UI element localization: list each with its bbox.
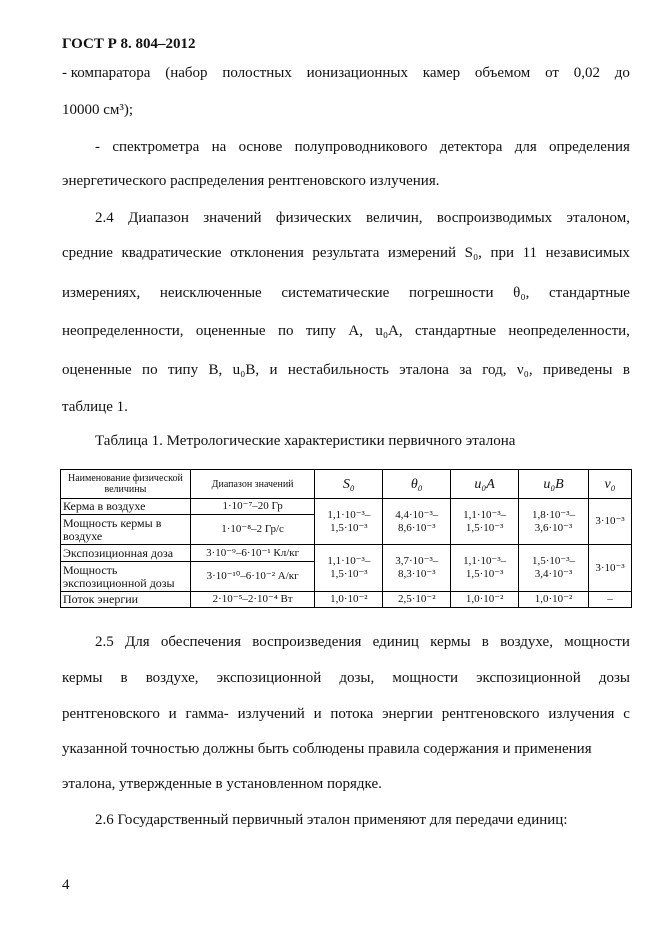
word: 2.4 — [95, 210, 114, 226]
word: спектрометра — [112, 139, 200, 155]
word: физических — [275, 210, 352, 226]
row-range: 2·10⁻⁵–2·10⁻⁴ Вт — [190, 592, 315, 608]
word: рентгеновского — [441, 706, 540, 722]
word: на — [211, 139, 227, 155]
word: от — [545, 65, 559, 81]
word: воздухе, — [500, 634, 553, 650]
cell-u0b: 1,0·10⁻² — [519, 592, 589, 608]
word: воздухе, — [145, 670, 199, 686]
text-line — [62, 324, 630, 339]
text-line — [95, 211, 630, 226]
text-line — [95, 140, 630, 155]
word: мощности — [392, 670, 459, 686]
word: гамма- — [185, 706, 229, 722]
word: величин, — [366, 210, 423, 226]
word: кермы — [62, 670, 103, 686]
word: в — [120, 670, 128, 686]
word: неопределенности, — [508, 323, 630, 339]
header-u0b: u₀B — [519, 470, 589, 499]
word: воспроизводимых — [436, 210, 553, 226]
word: по — [277, 323, 294, 339]
text-line — [95, 635, 630, 650]
word: в — [481, 634, 489, 650]
word: основе — [238, 139, 283, 155]
word: потока — [330, 706, 374, 722]
text-line — [62, 671, 630, 686]
header-range: Диапазон значений — [190, 470, 315, 499]
word: - компаратора — [62, 65, 151, 81]
header-nu0: ν₀ — [588, 470, 631, 499]
word: до — [614, 65, 630, 81]
cell-theta0: 2,5·10⁻² — [383, 592, 451, 608]
word: мощности — [564, 634, 630, 650]
word: дозы, — [339, 670, 375, 686]
word: экспозиционной — [476, 670, 581, 686]
header-s0: S₀ — [315, 470, 383, 499]
text-line — [62, 363, 630, 378]
cell-u0a: 1,0·10⁻² — [451, 592, 519, 608]
cell-u0b: 1,8·10⁻³– 3,6·10⁻³ — [519, 499, 589, 545]
word: и — [269, 362, 278, 378]
row-name: Мощность кермы в воздухе — [61, 515, 191, 545]
row-name: Мощность экспозиционной дозы — [61, 562, 191, 592]
word: - — [95, 139, 100, 155]
header-name: Наименование физической величины — [61, 470, 191, 499]
word: детектора — [439, 139, 503, 155]
word: u₀B, — [232, 362, 260, 378]
text-line: 2.6 Государственный первичный эталон применяют для передачи единиц: — [95, 812, 568, 828]
word: и — [168, 706, 177, 722]
header-theta0: θ₀ — [383, 470, 451, 499]
cell-nu0: 3·10⁻³ — [588, 545, 631, 592]
word: А, — [348, 323, 363, 339]
word: обеспечения — [160, 634, 241, 650]
word: и — [313, 706, 322, 722]
cell-u0a: 1,1·10⁻³– 1,5·10⁻³ — [451, 499, 519, 545]
word: полупроводникового — [294, 139, 428, 155]
word: приведены — [543, 362, 613, 378]
word: кермы — [430, 634, 471, 650]
word: камер — [422, 65, 461, 81]
word: единиц — [372, 634, 419, 650]
cell-s0: 1,1·10⁻³– 1,5·10⁻³ — [315, 499, 383, 545]
cell-theta0: 3,7·10⁻³– 8,3·10⁻³ — [383, 545, 451, 592]
word: 2.5 — [95, 634, 114, 650]
word: 11 — [522, 245, 538, 261]
word: типу — [305, 323, 336, 339]
word: год, — [482, 362, 507, 378]
word: квадратические — [121, 245, 222, 261]
word: ν₀, — [516, 362, 533, 378]
text-line — [62, 707, 630, 722]
word: оцененные — [62, 362, 132, 378]
word: нестабильность — [287, 362, 389, 378]
row-name: Керма в воздухе — [61, 499, 191, 515]
table-caption: Таблица 1. Метрологические характеристики первичного эталона — [95, 433, 516, 449]
text-line: указанной точностью должны быть соблюдены правила содержания и применения — [62, 741, 592, 757]
word: (набор — [165, 65, 208, 81]
word: ионизационных — [306, 65, 408, 81]
word: дозы — [598, 670, 630, 686]
word: S₀, — [464, 245, 482, 261]
cell-s0: 1,1·10⁻³– 1,5·10⁻³ — [315, 545, 383, 592]
row-name: Экспозиционная доза — [61, 545, 191, 562]
word: излучений — [237, 706, 305, 722]
metrology-table — [60, 469, 632, 608]
word: систематические — [281, 285, 390, 301]
word: для — [514, 139, 537, 155]
word: стандартные — [415, 323, 497, 339]
word: рентгеновского — [62, 706, 160, 722]
word: оцененные — [195, 323, 266, 339]
word: независимых — [545, 245, 630, 261]
text-line — [62, 66, 630, 81]
word: с — [623, 706, 630, 722]
text-line: эталона, утвержденные в установленном порядке. — [62, 776, 382, 792]
word: средние — [62, 245, 113, 261]
word: В, — [208, 362, 223, 378]
word: излучения — [548, 706, 615, 722]
row-range: 3·10⁻⁹–6·10⁻¹ Кл/кг — [190, 545, 315, 562]
word: энергии — [382, 706, 433, 722]
word: θ₀, — [513, 285, 530, 301]
header-u0a: u₀A — [451, 470, 519, 499]
word: неисключенные — [159, 285, 262, 301]
text-line — [62, 246, 630, 261]
word: Для — [125, 634, 150, 650]
word: измерениях, — [62, 285, 141, 301]
row-range: 1·10⁻⁷–20 Гр — [190, 499, 315, 515]
word: неопределенности, — [62, 323, 184, 339]
text-line: энергетического распределения рентгеновского излучения. — [62, 173, 440, 189]
word: значений — [203, 210, 262, 226]
word: погрешности — [408, 285, 494, 301]
cell-u0b: 1,5·10⁻³– 3,4·10⁻³ — [519, 545, 589, 592]
cell-nu0: – — [588, 592, 631, 608]
word: по — [142, 362, 158, 378]
word: за — [459, 362, 472, 378]
cell-nu0: 3·10⁻³ — [588, 499, 631, 545]
text-line — [62, 286, 630, 301]
word: стандартные — [548, 285, 630, 301]
word: полостных — [222, 65, 292, 81]
word: измерений — [387, 245, 457, 261]
text-line: 10000 см³); — [62, 102, 134, 118]
word: при — [490, 245, 515, 261]
word: экспозиционной — [216, 670, 322, 686]
text-line: таблице 1. — [62, 399, 128, 415]
cell-theta0: 4,4·10⁻³– 8,6·10⁻³ — [383, 499, 451, 545]
word: типу — [167, 362, 199, 378]
word: определения — [549, 139, 630, 155]
word: Диапазон — [128, 210, 189, 226]
word: объемом — [474, 65, 531, 81]
word: результата — [312, 245, 380, 261]
cell-s0: 1,0·10⁻² — [315, 592, 383, 608]
row-name: Поток энергии — [61, 592, 191, 608]
row-range: 1·10⁻⁸–2 Гр/с — [190, 515, 315, 545]
page-number: 4 — [62, 877, 70, 893]
word: воспроизведения — [252, 634, 362, 650]
document-header: ГОСТ Р 8. 804–2012 — [62, 36, 196, 52]
row-range: 3·10⁻¹⁰–6·10⁻² А/кг — [190, 562, 315, 592]
word: u₀A, — [375, 323, 403, 339]
word: в — [622, 362, 630, 378]
cell-u0a: 1,1·10⁻³– 1,5·10⁻³ — [451, 545, 519, 592]
word: эталоном, — [566, 210, 630, 226]
word: отклонения — [230, 245, 304, 261]
word: 0,02 — [573, 65, 600, 81]
word: эталона — [399, 362, 449, 378]
